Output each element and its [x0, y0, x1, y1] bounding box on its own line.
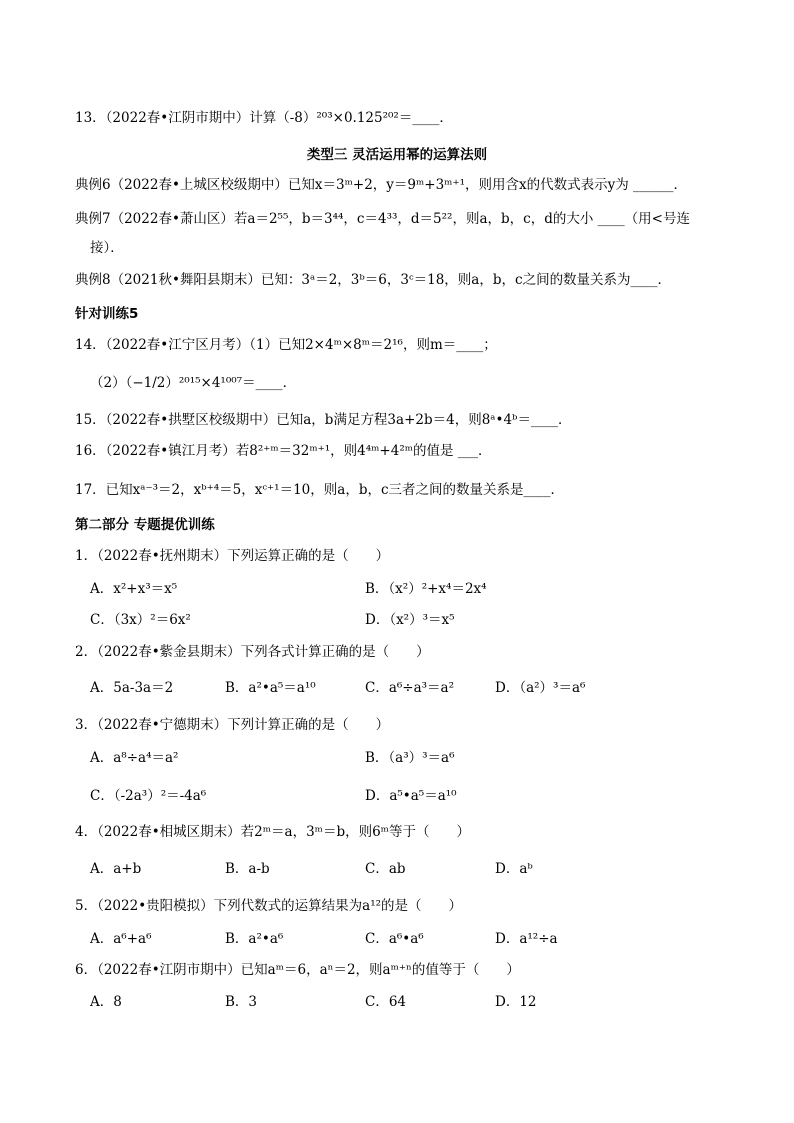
option-d: D．a¹²÷a [495, 931, 558, 947]
option-c: C．（3x）²＝6x² [90, 612, 191, 628]
option-b: B．a-b [225, 861, 270, 877]
problem-6-options [90, 992, 730, 1012]
problem-3-options-row1 [90, 748, 730, 768]
option-b: B．（x²）²+x⁴＝2x⁴ [365, 581, 487, 597]
option-b: B．（a³）³＝a⁶ [365, 750, 455, 766]
problem-5: 5．（2022•贵阳模拟）下列代数式的运算结果为a¹²的是（ ） [75, 898, 463, 914]
problem-2: 2．（2022春•紫金县期末）下列各式计算正确的是（ ） [75, 644, 430, 660]
option-d: D．（x²）³＝x⁵ [365, 612, 455, 628]
option-c: C．（-2a³）²＝-4a⁶ [90, 788, 207, 804]
problem-2-options [90, 678, 730, 698]
example-7-line2: 接）． [90, 240, 124, 256]
option-a: A．x²+x³＝x⁵ [90, 581, 178, 597]
option-d: D．a⁵•a⁵＝a¹⁰ [365, 788, 457, 804]
option-b: B．a²•a⁵＝a¹⁰ [225, 680, 316, 696]
question-14-part2: （2）（−1/2）²⁰¹⁵×4¹⁰⁰⁷＝____． [90, 375, 297, 391]
question-14-part1: 14．（2022春•江宁区月考）（1）已知2×4ᵐ×8ᵐ＝2¹⁶，则m＝____； [75, 337, 497, 353]
problem-4: 4．（2022春•相城区期末）若2ᵐ＝a，3ᵐ＝b，则6ᵐ等于（ ） [75, 824, 470, 840]
option-c: C．ab [365, 861, 406, 877]
option-c: C．a⁶÷a³＝a² [365, 680, 455, 696]
option-b: B．3 [225, 994, 258, 1010]
option-a: A．5a-3a＝2 [90, 680, 174, 696]
part-2-title: 第二部分 专题提优训练 [75, 517, 215, 533]
problem-1-options-row2 [90, 610, 730, 630]
example-6: 典例6（2022春•上城区校级期中）已知x＝3ᵐ+2，y＝9ᵐ+3ᵐ⁺¹，则用含x的代数式表示y为 ______． [75, 177, 688, 193]
option-c: C．64 [365, 994, 407, 1010]
problem-1: 1．（2022春•抚州期末）下列运算正确的是（ ） [75, 548, 390, 564]
problem-3-options-row2 [90, 786, 730, 806]
problem-4-options [90, 859, 730, 879]
example-8: 典例8（2021秋•舞阳县期末）已知：3ᵃ＝2，3ᵇ＝6，3ᶜ＝18，则a，b，c之间的数量关系为____． [75, 272, 672, 288]
problem-5-options [90, 929, 730, 949]
question-15: 15．（2022春•拱墅区校级期中）已知a，b满足方程3a+2b＝4，则8ᵃ•4ᵇ＝____． [75, 412, 572, 428]
problem-6: 6．（2022春•江阴市期中）已知aᵐ＝6，aⁿ＝2，则aᵐ⁺ⁿ的值等于（ ） [75, 962, 520, 978]
question-16: 16．（2022春•镇江月考）若8²⁺ᵐ＝32ᵐ⁺¹，则4⁴ᵐ+4²ᵐ的值是 ___． [75, 443, 492, 459]
option-c: C．a⁶•a⁶ [365, 931, 424, 947]
option-d: D．（a²）³＝a⁶ [495, 680, 586, 696]
option-a: A．8 [90, 994, 122, 1010]
option-a: A．a⁶+a⁶ [90, 931, 152, 947]
question-13: 13．（2022春•江阴市期中）计算（-8）²⁰³×0.125²⁰²＝____． [75, 110, 453, 126]
option-d: D．12 [495, 994, 537, 1010]
problem-3: 3．（2022春•宁德期末）下列计算正确的是（ ） [75, 717, 390, 733]
option-b: B．a²•a⁶ [225, 931, 284, 947]
example-7-line1: 典例7（2022春•萧山区）若a＝2⁵⁵，b＝3⁴⁴，c＝4³³，d＝5²²，则a，b，c，d的大小 ____（用<号连 [75, 211, 690, 227]
training-5-heading: 针对训练5 [75, 306, 139, 322]
problem-1-options-row1 [90, 579, 730, 599]
question-17: 17．已知xᵃ⁻³＝2，xᵇ⁺⁴＝5，xᶜ⁺¹＝10，则a，b，c三者之间的数量关系是____． [75, 482, 565, 498]
option-a: A．a+b [90, 861, 142, 877]
section-title-type3: 类型三 灵活运用幂的运算法则 [306, 147, 488, 163]
option-a: A．a⁸÷a⁴＝a² [90, 750, 179, 766]
option-d: D．aᵇ [495, 861, 533, 877]
